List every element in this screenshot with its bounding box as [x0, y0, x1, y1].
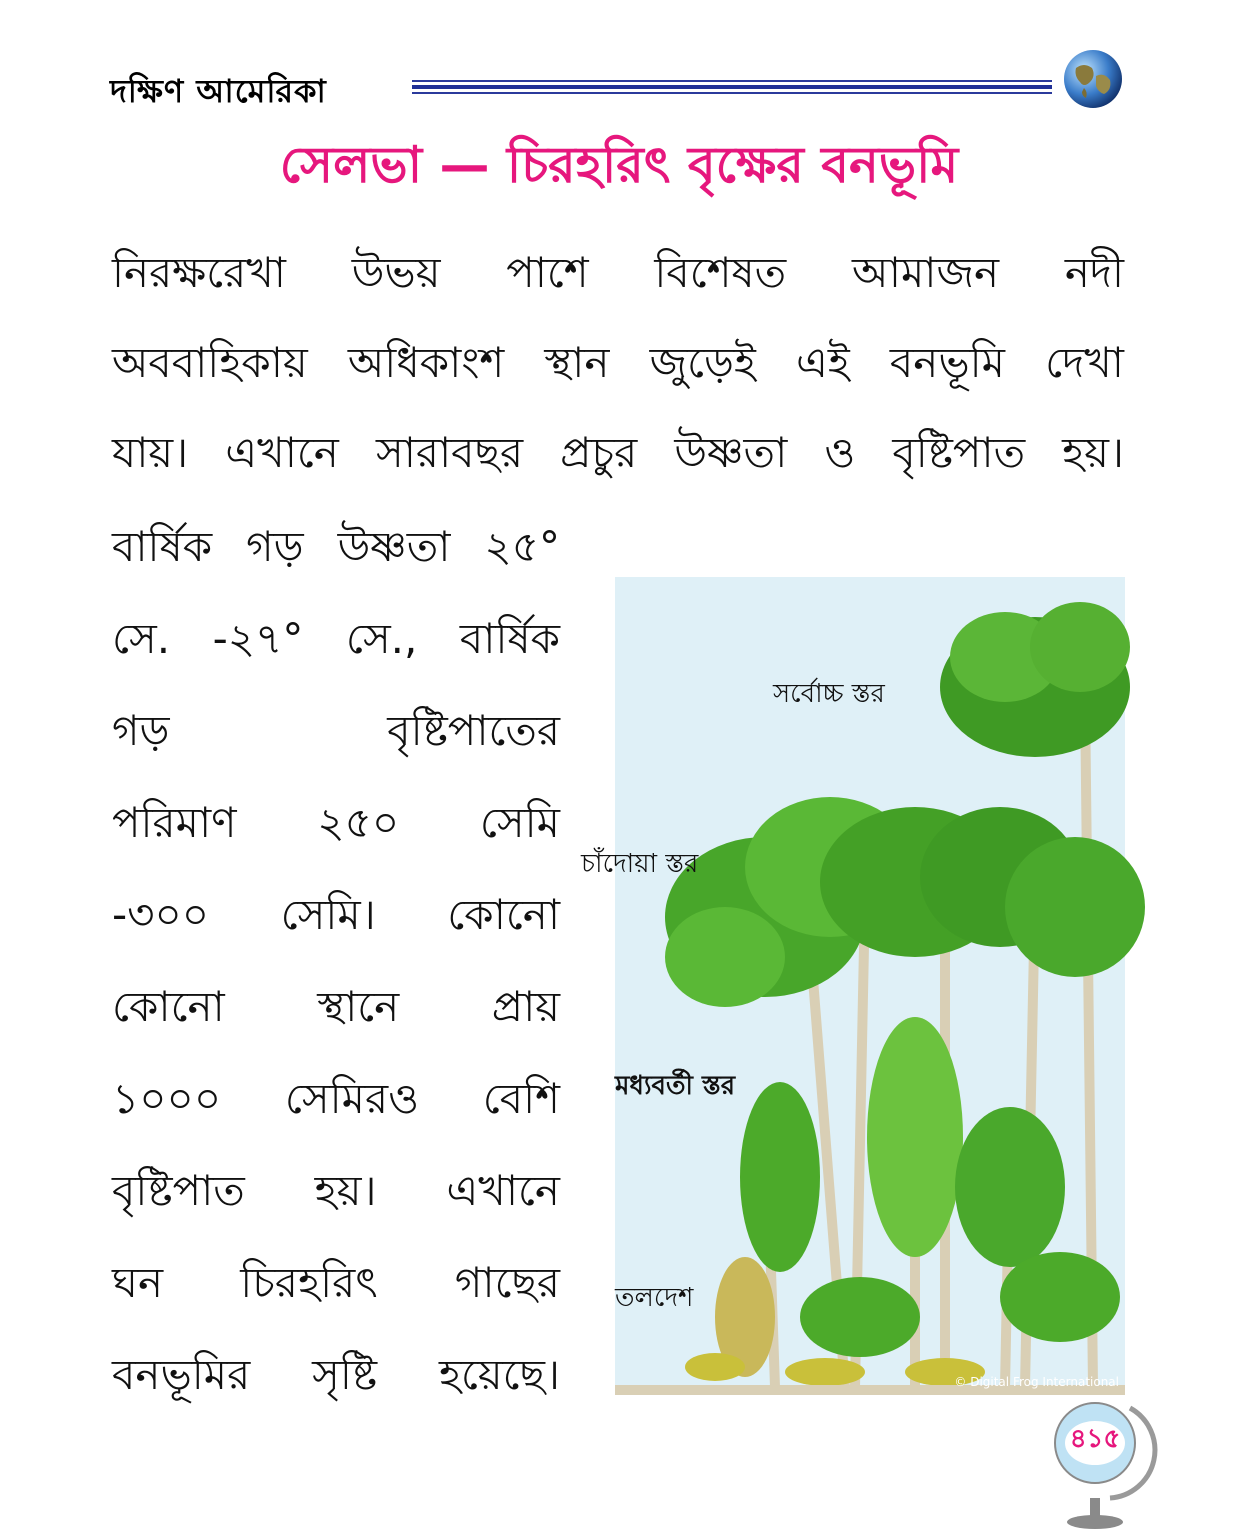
globe-icon [1062, 48, 1124, 110]
understory-layer-label: মধ্যবর্তী স্তর [615, 1071, 736, 1101]
page-number: ৪১৫ [1069, 1424, 1121, 1454]
paragraph-line: বনভূমির সৃষ্টি হয়েছে। [112, 1350, 560, 1399]
paragraph-line: বার্ষিক গড় উষ্ণতা ২৫° [112, 522, 560, 571]
image-credit: © Digital Frog International [954, 1375, 1119, 1389]
paragraph-line: পরিমাণ ২৫০ সেমি [112, 798, 560, 847]
page-title: সেলভা — চিরহরিৎ বৃক্ষের বনভূমি [279, 136, 959, 194]
paragraph-line: ১০০০ সেমিরও বেশি [112, 1074, 560, 1123]
paragraph-line: কোনো স্থানে প্রায় [112, 982, 560, 1031]
paragraph-line: গড় বৃষ্টিপাতের [112, 706, 560, 755]
paragraph-line: অববাহিকায় অধিকাংশ স্থান জুড়েই এই বনভূমি দেখা [112, 338, 1124, 387]
canopy-layer-label: চাঁদোয়া স্তর [581, 849, 699, 879]
emergent-layer-label: সর্বোচ্চ স্তর [773, 679, 885, 709]
side-paragraph [112, 502, 560, 1422]
intro-paragraph [112, 228, 1124, 498]
paragraph-line: যায়। এখানে সারাবছর প্রচুর উষ্ণতা ও বৃষ্টিপাত হয়। [112, 428, 1124, 477]
paragraph-line: ঘন চিরহরিৎ গাছের [112, 1258, 560, 1307]
rainforest-layers-illustration [581, 577, 1125, 1395]
paragraph-line: বৃষ্টিপাত হয়। এখানে [112, 1166, 560, 1215]
paragraph-line: নিরক্ষরেখা উভয় পাশে বিশেষত আমাজন নদী [112, 248, 1124, 297]
floor-layer-label: তলদেশ [615, 1283, 694, 1313]
chapter-heading: দক্ষিণ আমেরিকা [110, 72, 327, 110]
paragraph-line: -৩০০ সেমি। কোনো [112, 890, 560, 939]
header-rule [412, 80, 1052, 94]
paragraph-line: সে. -২৭° সে., বার্ষিক [112, 614, 560, 663]
